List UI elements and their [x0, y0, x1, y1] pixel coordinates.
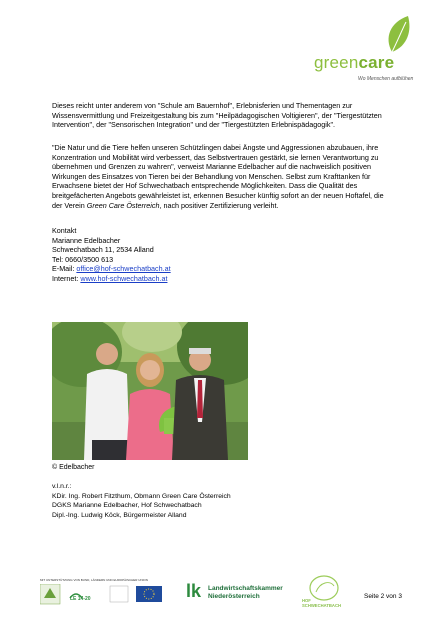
paragraph-2-italic: Green Care Österreich	[86, 200, 160, 210]
contact-email-row	[52, 264, 390, 274]
le-logo-text: LE 14-20	[70, 596, 91, 602]
contact-email-link[interactable]: office@hof-schwechatbach.at	[76, 264, 171, 274]
paragraph-1: Dieses reicht unter anderem von "Schule am Bauernhof", Erlebnisferien und Thementagen zur Wissensvermittlung und Freizeitgestaltung bis zum "Heilpädagogischen Voltigieren", der "Tiergestützten Intervention", der "Sensorischen Integration" und der "Tiergestützten Erlebnispädagogik".	[52, 101, 382, 130]
contact-phone: Tel: 0660/3500 613	[52, 254, 114, 264]
paragraph-2-part1: "Die Natur und die Tiere helfen unseren Schützlingen dabei Ängste und Aggressionen abzubauen, ihre Konzentration und Mobilität wird verbessert, das Selbstvertrauen gestärkt, sie lernen Verantwortung zu übernehmen und Grenzen zu wahren", verweist Marianne Edelbacher auf die nachweislich positiven Wirkungen des Einsatzes von Tieren bei der Behandlung von Menschen. Selbst zum Krafttanken für Erwachsene bietet der Hof Schwechatbach entsprechende Möglichkeiten. Dass die Qualität des breitgefächerten Angebots gewährleistet ist, erkennen Besucher künftig sofort an der neuen Hoftafel, die der Verein	[52, 143, 384, 210]
names-line: KDir. Ing. Robert Fitzthum, Obmann Green Care Österreich	[52, 492, 231, 500]
paragraph-2-part2: , nach positiver Zertifizierung verleiht.	[159, 200, 279, 210]
contact-block	[52, 226, 390, 284]
names-line: DGKS Marianne Edelbacher, Hof Schwechatbach	[52, 502, 202, 510]
footer	[0, 574, 442, 614]
logo-tagline: Wo Menschen aufblühen	[358, 76, 414, 82]
lk-mark-icon: lk	[186, 581, 202, 601]
names-block	[52, 482, 231, 520]
logo-care: care	[358, 53, 395, 72]
logo-green: green	[314, 53, 359, 72]
contact-web-row	[52, 274, 390, 284]
names-heading: v.l.n.r.:	[52, 483, 72, 490]
paragraph-2	[52, 143, 390, 210]
hof-schwechatbach-logo	[300, 574, 350, 614]
contact-web-link[interactable]: www.hof-schwechatbach.at	[80, 273, 168, 283]
contact-address: Schwechatbach 11, 2534 Alland	[52, 245, 154, 255]
page-number: Seite 2 von 3	[364, 593, 402, 600]
contact-name: Marianne Edelbacher	[52, 235, 121, 245]
eu-funding-logos	[40, 578, 166, 608]
group-photo	[52, 322, 248, 460]
logo-wordmark	[314, 54, 394, 72]
names-line: Dipl.-Ing. Ludwig Köck, Bürgermeister Alland	[52, 511, 187, 519]
contact-heading: Kontakt	[52, 226, 77, 235]
lk-name-line1: Landwirtschaftskammer	[208, 585, 283, 592]
contact-email-label: E-Mail:	[52, 264, 77, 274]
contact-web-label: Internet:	[52, 273, 81, 283]
eu-funding-text: MIT UNTERSTÜTZUNG VON BUND, LÄNDERN UND EUROPÄISCHER UNION	[40, 578, 148, 582]
hof-logo-text: HOF SCHWECHATBACH	[302, 598, 342, 608]
lk-name-line2: Niederösterreich	[208, 593, 260, 600]
greencare-logo	[314, 14, 414, 80]
photo-caption: © Edelbacher	[52, 464, 95, 471]
